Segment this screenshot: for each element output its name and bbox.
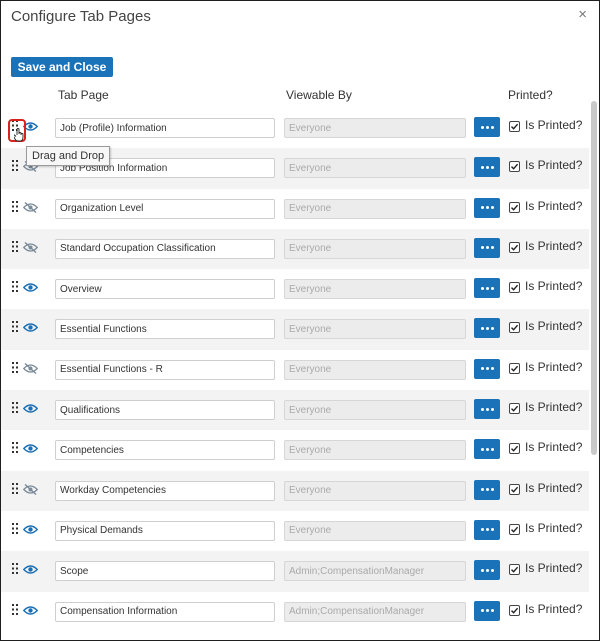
tab-page-name-input[interactable] <box>55 602 275 622</box>
viewable-by-options-button[interactable] <box>474 359 500 379</box>
tab-row[interactable] <box>1 390 589 430</box>
eye-slash-icon[interactable] <box>23 363 39 375</box>
tab-row[interactable] <box>1 309 589 349</box>
ellipsis-icon <box>474 206 500 209</box>
is-printed-label: Is Printed? <box>525 601 583 616</box>
is-printed-label: Is Printed? <box>525 158 583 173</box>
viewable-by-options-button[interactable] <box>474 238 500 258</box>
is-printed-label: Is Printed? <box>525 480 583 495</box>
tab-page-name-input[interactable] <box>55 319 275 339</box>
drag-handle-icon[interactable] <box>12 321 22 335</box>
viewable-by-header: Viewable By <box>286 88 352 102</box>
tab-page-name-input[interactable] <box>55 239 275 259</box>
tab-page-name-input[interactable] <box>55 118 275 138</box>
dialog-title: Configure Tab Pages <box>11 8 151 25</box>
ellipsis-icon <box>474 367 500 370</box>
ellipsis-icon <box>474 408 500 411</box>
viewable-by-options-button[interactable] <box>474 318 500 338</box>
tab-row[interactable] <box>1 269 589 309</box>
eye-icon[interactable] <box>23 322 39 334</box>
tab-row[interactable] <box>1 551 589 591</box>
tab-page-name-input[interactable] <box>55 400 275 420</box>
eye-icon[interactable] <box>23 564 39 576</box>
is-printed-checkbox[interactable] <box>509 363 520 374</box>
is-printed-checkbox[interactable] <box>509 282 520 293</box>
ellipsis-icon <box>474 287 500 290</box>
viewable-by-options-button[interactable] <box>474 439 500 459</box>
close-icon[interactable]: × <box>578 6 587 23</box>
drag-handle-icon[interactable] <box>12 483 22 497</box>
is-printed-checkbox[interactable] <box>509 161 520 172</box>
ellipsis-icon <box>474 528 500 531</box>
ellipsis-icon <box>474 488 500 491</box>
eye-slash-icon[interactable] <box>23 242 39 254</box>
tab-row[interactable] <box>1 189 589 229</box>
drag-handle-icon[interactable] <box>12 442 22 456</box>
is-printed-checkbox[interactable] <box>509 121 520 132</box>
is-printed-label: Is Printed? <box>525 520 583 535</box>
is-printed-label: Is Printed? <box>525 561 583 576</box>
ellipsis-icon <box>474 448 500 451</box>
tab-row[interactable] <box>1 350 589 390</box>
viewable-by-field[interactable] <box>284 481 466 501</box>
viewable-by-options-button[interactable] <box>474 560 500 580</box>
is-printed-checkbox[interactable] <box>509 202 520 213</box>
is-printed-checkbox[interactable] <box>509 242 520 253</box>
eye-icon[interactable] <box>23 443 39 455</box>
viewable-by-options-button[interactable] <box>474 601 500 621</box>
eye-icon[interactable] <box>23 282 39 294</box>
tab-page-name-input[interactable] <box>55 521 275 541</box>
drag-handle-icon[interactable] <box>12 362 22 376</box>
eye-icon[interactable] <box>23 524 39 536</box>
ellipsis-icon <box>474 609 500 612</box>
tab-page-name-input[interactable] <box>55 360 275 380</box>
drag-handle-icon[interactable] <box>12 241 22 255</box>
ellipsis-icon <box>474 126 500 129</box>
tab-page-name-input[interactable] <box>55 481 275 501</box>
ellipsis-icon <box>474 246 500 249</box>
viewable-by-options-button[interactable] <box>474 278 500 298</box>
drag-handle-icon[interactable] <box>12 604 22 618</box>
viewable-by-field[interactable] <box>284 400 466 420</box>
drag-handle-icon[interactable] <box>12 281 22 295</box>
tab-row[interactable] <box>1 229 589 269</box>
eye-slash-icon[interactable] <box>23 484 39 496</box>
tab-page-name-input[interactable] <box>55 279 275 299</box>
tab-page-name-input[interactable] <box>55 199 275 219</box>
tab-page-name-input[interactable] <box>55 440 275 460</box>
viewable-by-options-button[interactable] <box>474 198 500 218</box>
is-printed-label: Is Printed? <box>525 359 583 374</box>
viewable-by-field[interactable] <box>284 158 466 178</box>
tab-row[interactable] <box>1 471 589 511</box>
viewable-by-field[interactable] <box>284 239 466 259</box>
viewable-by-field[interactable] <box>284 440 466 460</box>
is-printed-label: Is Printed? <box>525 198 583 213</box>
viewable-by-options-button[interactable] <box>474 520 500 540</box>
is-printed-label: Is Printed? <box>525 319 583 334</box>
viewable-by-options-button[interactable] <box>474 399 500 419</box>
drag-and-drop-tooltip: Drag and Drop <box>26 146 110 166</box>
is-printed-checkbox[interactable] <box>509 605 520 616</box>
eye-icon[interactable] <box>23 403 39 415</box>
ellipsis-icon <box>474 569 500 572</box>
viewable-by-field[interactable] <box>284 199 466 219</box>
is-printed-checkbox[interactable] <box>509 564 520 575</box>
is-printed-label: Is Printed? <box>525 118 583 132</box>
is-printed-label: Is Printed? <box>525 400 583 415</box>
drag-handle-icon[interactable] <box>12 563 22 577</box>
tab-row[interactable] <box>1 511 589 551</box>
is-printed-label: Is Printed? <box>525 279 583 294</box>
viewable-by-options-button[interactable] <box>474 157 500 177</box>
hand-pointer-icon <box>14 128 25 147</box>
drag-handle-icon[interactable] <box>12 523 22 537</box>
viewable-by-options-button[interactable] <box>474 480 500 500</box>
is-printed-label: Is Printed? <box>525 440 583 455</box>
is-printed-checkbox[interactable] <box>509 524 520 535</box>
tab-page-list <box>1 108 589 632</box>
is-printed-checkbox[interactable] <box>509 403 520 414</box>
viewable-by-field[interactable] <box>284 561 466 581</box>
tab-row[interactable] <box>1 108 589 148</box>
tab-page-name-input[interactable] <box>55 561 275 581</box>
drag-handle-icon[interactable] <box>12 201 22 215</box>
viewable-by-field[interactable] <box>284 521 466 541</box>
eye-icon[interactable] <box>23 605 39 617</box>
viewable-by-field[interactable] <box>284 360 466 380</box>
tab-row[interactable] <box>1 430 589 470</box>
drag-handle-icon[interactable] <box>12 160 22 174</box>
tab-page-header: Tab Page <box>58 88 109 102</box>
is-printed-label: Is Printed? <box>525 238 583 253</box>
drag-handle-icon[interactable] <box>12 402 22 416</box>
save-and-close-button[interactable]: Save and Close <box>11 57 113 77</box>
ellipsis-icon <box>474 327 500 330</box>
viewable-by-field[interactable] <box>284 279 466 299</box>
tab-row[interactable] <box>1 592 589 632</box>
viewable-by-options-button[interactable] <box>474 117 500 137</box>
viewable-by-field[interactable] <box>284 319 466 339</box>
viewable-by-field[interactable] <box>284 118 466 138</box>
ellipsis-icon <box>474 166 500 169</box>
is-printed-checkbox[interactable] <box>509 484 520 495</box>
scrollbar[interactable] <box>591 101 597 455</box>
eye-slash-icon[interactable] <box>23 202 39 214</box>
viewable-by-field[interactable] <box>284 602 466 622</box>
printed-header: Printed? <box>508 88 553 102</box>
is-printed-checkbox[interactable] <box>509 322 520 333</box>
is-printed-checkbox[interactable] <box>509 443 520 454</box>
